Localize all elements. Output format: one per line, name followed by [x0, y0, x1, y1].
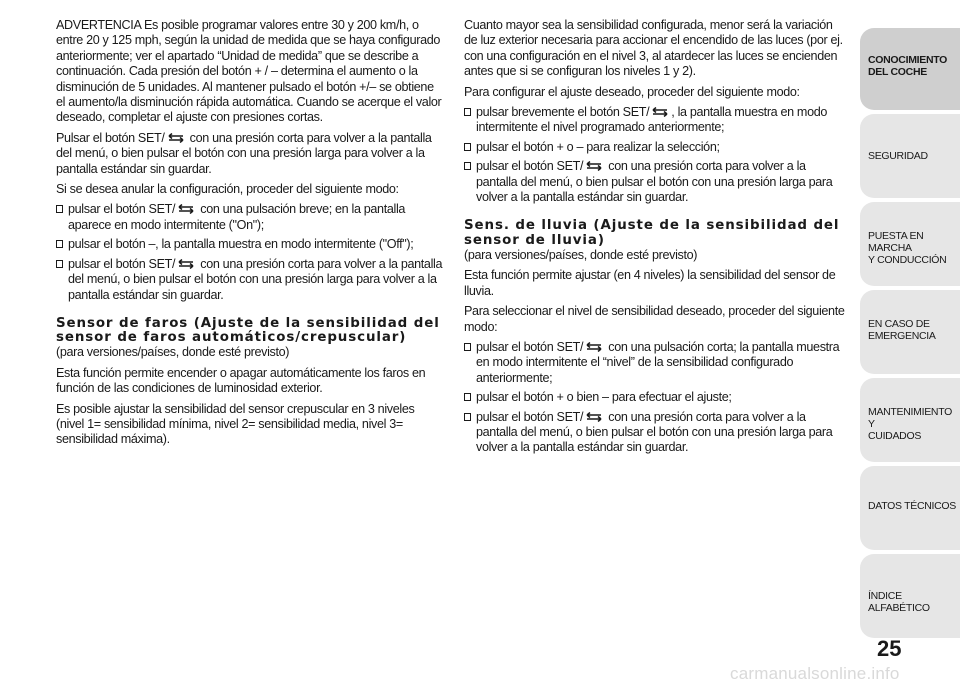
return-arrow-icon: [650, 107, 670, 117]
return-arrow-icon: [584, 342, 604, 352]
watermark: carmanualsonline.info: [730, 664, 900, 683]
paragraph: Pulsar el botón SET/ con una presión corta para volver a la pantalla del menú, o bien pulsar el botón con una presión larga para volver a la pantalla estándar sin guardar.: [56, 130, 432, 176]
paragraph: Esta función permite ajustar (en 4 niveles) la sensibilidad del sensor de lluvia.: [464, 268, 836, 298]
return-arrow-icon: [584, 161, 604, 171]
list-item: pulsar el botón SET/ con una presión corta para volver a la pantalla del menú, o bien pulsar el botón con una presión larga para volver a la pantalla estándar sin guardar.: [464, 410, 848, 456]
paragraph: Para seleccionar el nivel de sensibilidad deseado, proceder del siguiente modo:: [464, 304, 845, 334]
return-arrow-icon: [584, 412, 604, 422]
checkbox-bullet-icon: [56, 205, 63, 213]
return-arrow-icon: [176, 259, 196, 269]
paragraph: Esta función permite encender o apagar automáticamente los faros en función de las condiciones de luminosidad exterior.: [56, 365, 426, 396]
chapter-sidebar: [860, 28, 960, 642]
tab-mantenimiento[interactable]: MANTENIMIENTO Y CUIDADOS: [860, 378, 960, 462]
section-subtitle: (para versiones/países, donde esté previsto): [464, 247, 698, 262]
right-column: [464, 18, 848, 460]
section-heading: Sensor de faros (Ajuste de la sensibilidad del sensor de faros automáticos/crepuscular): [56, 315, 440, 346]
checkbox-bullet-icon: [56, 240, 63, 248]
tab-conocimiento-del-coche[interactable]: CONOCIMIENTO DEL COCHE: [860, 28, 960, 110]
checkbox-bullet-icon: [464, 143, 471, 151]
checkbox-bullet-icon: [464, 393, 471, 401]
paragraph: Es posible ajustar la sensibilidad del sensor crepuscular en 3 niveles (nivel 1= sensibilidad mínima, nivel 2= sensibilidad media, nivel 3= sensibilidad máxima).: [56, 401, 415, 447]
tab-indice-alfabetico[interactable]: ÍNDICE ALFABÉTICO: [860, 554, 960, 638]
list-item: pulsar el botón SET/ con una pulsación corta; la pantalla muestra en modo intermitente el “nivel” de la sensibilidad configurado anteriormente;: [464, 340, 848, 386]
checkbox-bullet-icon: [464, 162, 471, 170]
checkbox-bullet-icon: [464, 343, 471, 351]
paragraph: Para configurar el ajuste deseado, proceder del siguiente modo:: [464, 84, 800, 99]
list-item: pulsar el botón + o bien – para efectuar el ajuste;: [464, 390, 848, 405]
section-heading: Sens. de lluvia (Ajuste de la sensibilidad del sensor de lluvia): [464, 218, 840, 248]
page-number: 25: [877, 636, 902, 661]
list-item: pulsar el botón + o – para realizar la selección;: [464, 140, 848, 155]
tab-seguridad[interactable]: SEGURIDAD: [860, 114, 960, 198]
list-item: pulsar brevemente el botón SET/ , la pantalla muestra en modo intermitente el nivel programado anteriormente;: [464, 105, 848, 136]
paragraph: Cuanto mayor sea la sensibilidad configurada, menor será la variación de luz exterior necesaria para accionar el encendido de las luces (por ej. con una configuración en el nivel 3, al atardecer las luces se encienden antes que si se configuran los niveles 1 y 2).: [464, 18, 843, 79]
checkbox-bullet-icon: [464, 108, 471, 116]
tab-puesta-en-marcha[interactable]: PUESTA EN MARCHA Y CONDUCCIÓN: [860, 202, 960, 286]
tab-en-caso-de-emergencia[interactable]: EN CASO DE EMERGENCIA: [860, 290, 960, 374]
warning-paragraph: ADVERTENCIA Es posible programar valores entre 30 y 200 km/h, o entre 20 y 125 mph, según la unidad de medida que se haya configurado anteriormente; ver el apartado “Unidad de medida” que se describe a continuación. Cada presión del botón + / – determina el aumento o la disminución de 5 unidades. Al mantener pulsado el botón +/– se obtiene el aumento/la disminución rápida automática. Cuando se acerque el valor deseado, completar el ajuste con presiones cortas.: [56, 18, 442, 125]
list-item: pulsar el botón SET/ con una presión corta para volver a la pantalla del menú, o bien pulsar el botón con una presión larga para volver a la pantalla estándar sin guardar.: [464, 159, 848, 205]
tab-datos-tecnicos[interactable]: DATOS TÉCNICOS: [860, 466, 960, 550]
list-item: pulsar el botón SET/ con una pulsación breve; en la pantalla aparece en modo intermitente ("On");: [56, 202, 444, 233]
list-item: pulsar el botón SET/ con una presión corta para volver a la pantalla del menú, o bien pulsar el botón con una presión larga para volver a la pantalla estándar sin guardar.: [56, 257, 444, 303]
checkbox-bullet-icon: [464, 413, 471, 421]
list-item: pulsar el botón –, la pantalla muestra en modo intermitente ("Off");: [56, 237, 444, 252]
return-arrow-icon: [176, 204, 196, 214]
paragraph: Si se desea anular la configuración, proceder del siguiente modo:: [56, 182, 399, 197]
section-subtitle: (para versiones/países, donde esté previsto): [56, 345, 290, 360]
checkbox-bullet-icon: [56, 260, 63, 268]
left-column: [56, 18, 444, 453]
return-arrow-icon: [166, 133, 186, 143]
